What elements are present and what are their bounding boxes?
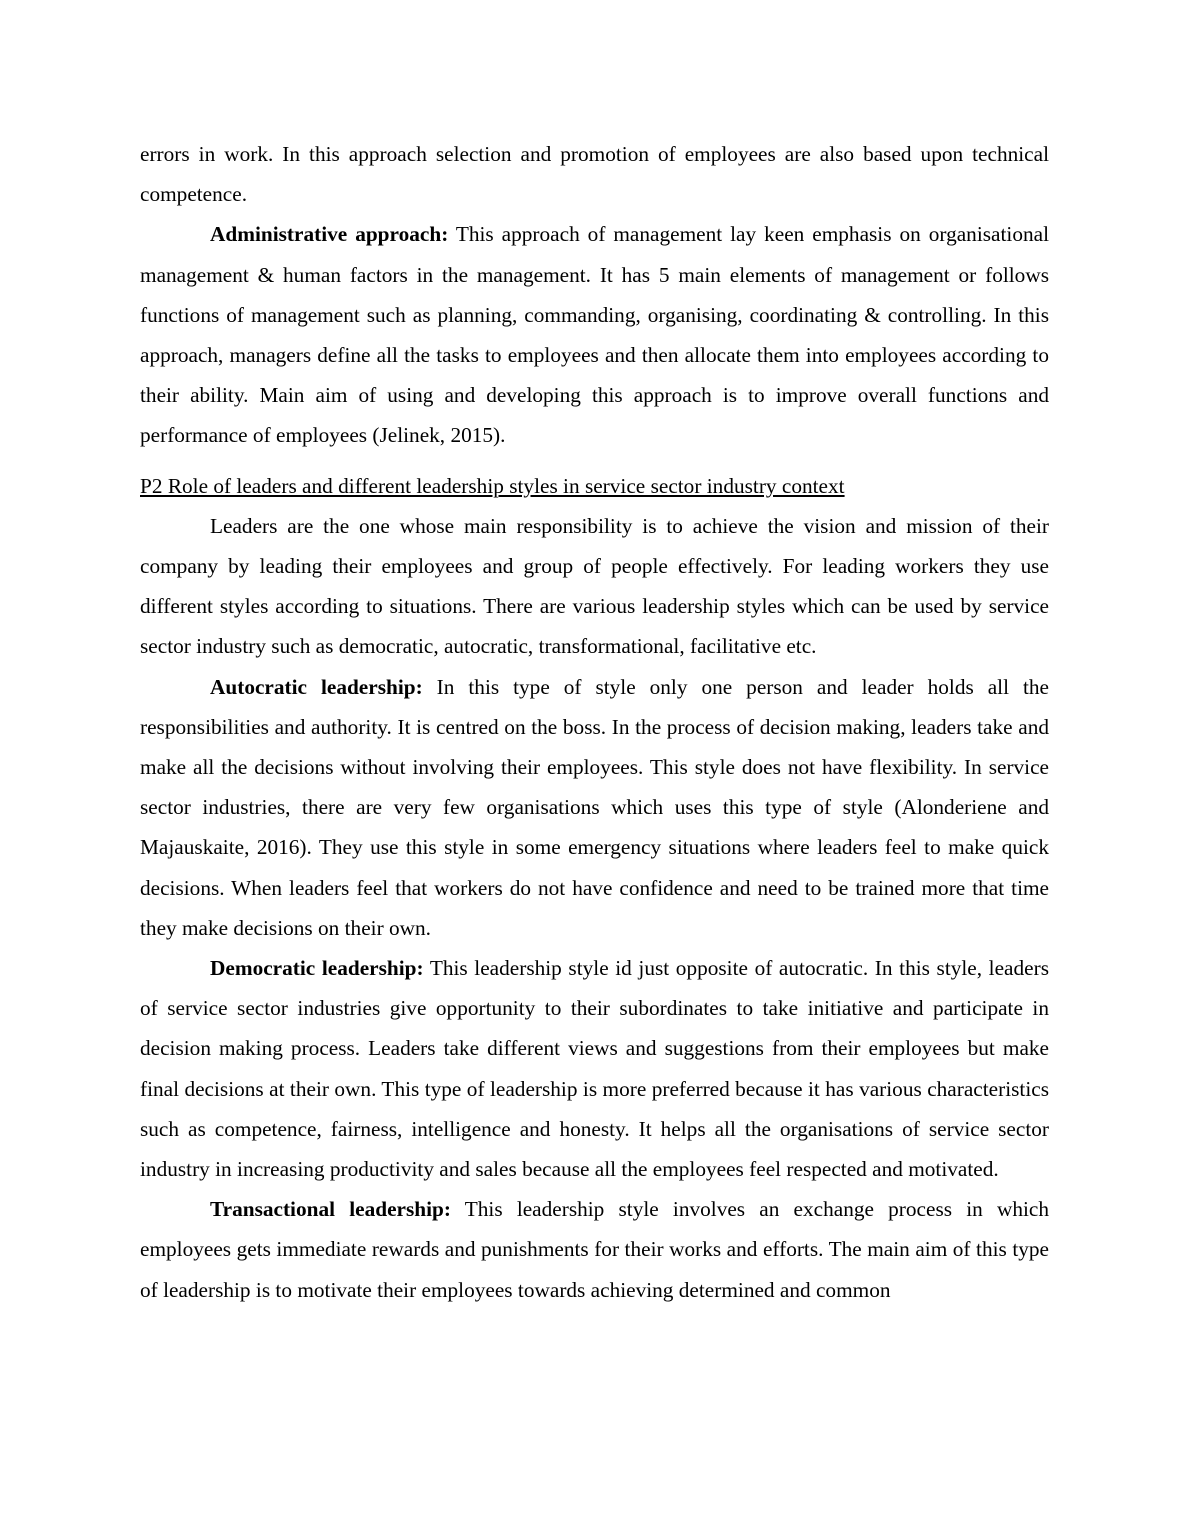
paragraph-lead-term: Transactional leadership: <box>210 1197 451 1222</box>
paragraph-text: Leaders are the one whose main responsibility is to achieve the vision and mission of their company by leading their employees and group of people effectively. For leading workers they use different styles according to situations. There are various leadership styles which can be used by service sector industry such as democratic, autocratic, transformational, facilitative etc. <box>140 513 1049 659</box>
paragraph-lead-term: Administrative approach: <box>210 222 449 247</box>
paragraph-text: This approach of management lay keen emphasis on organisational management & human factors in the management. It has 5 main elements of management or follows functions of management such as planning, commanding, organising, coordinating & controlling. In this approach, managers define all the tasks to employees and then allocate them into employees according to their ability. Main aim of using and developing this approach is to improve overall functions and performance of employees (Jelinek, 2015). <box>140 222 1049 448</box>
paragraph-text: errors in work. In this approach selection and promotion of employees are also based upon technical competence. <box>140 142 1049 207</box>
section-heading: P2 Role of leaders and different leadership styles in service sector industry context <box>140 473 845 498</box>
paragraph-democratic-leadership <box>140 948 1049 1189</box>
paragraph-text: This leadership style id just opposite of autocratic. In this style, leaders of service sector industries give opportunity to their subordinates to take initiative and participate in decision making process. Leaders take different views and suggestions from their employees but make final decisions at their own. This type of leadership is more preferred because it has various characteristics such as competence, fairness, intelligence and honesty. It helps all the organisations of service sector industry in increasing productivity and sales because all the employees feel respected and motivated. <box>140 956 1049 1182</box>
paragraph-text: In this type of style only one person and leader holds all the responsibilities and authority. It is centred on the boss. In the process of decision making, leaders take and make all the decisions without involving their employees. This style does not have flexibility. In service sector industries, there are very few organisations which uses this type of style (Alonderiene and Majauskaite, 2016). They use this style in some emergency situations where leaders feel to make quick decisions. When leaders feel that workers do not have confidence and need to be trained more that time they make decisions on their own. <box>140 674 1049 940</box>
paragraph-text: This leadership style involves an exchange process in which employees gets immediate rewards and punishments for their works and efforts. The main aim of this type of leadership is to motivate their employees towards achieving determined and common <box>140 1197 1049 1302</box>
paragraph-technical-competence <box>140 134 1049 214</box>
paragraph-lead-term: Autocratic leadership: <box>210 674 423 699</box>
document-page <box>140 134 1049 1310</box>
paragraph-administrative-approach <box>140 214 1049 455</box>
paragraph-leaders-intro <box>140 506 1049 667</box>
paragraph-transactional-leadership <box>140 1189 1049 1310</box>
paragraph-lead-term: Democratic leadership: <box>210 956 424 981</box>
paragraph-autocratic-leadership <box>140 667 1049 948</box>
